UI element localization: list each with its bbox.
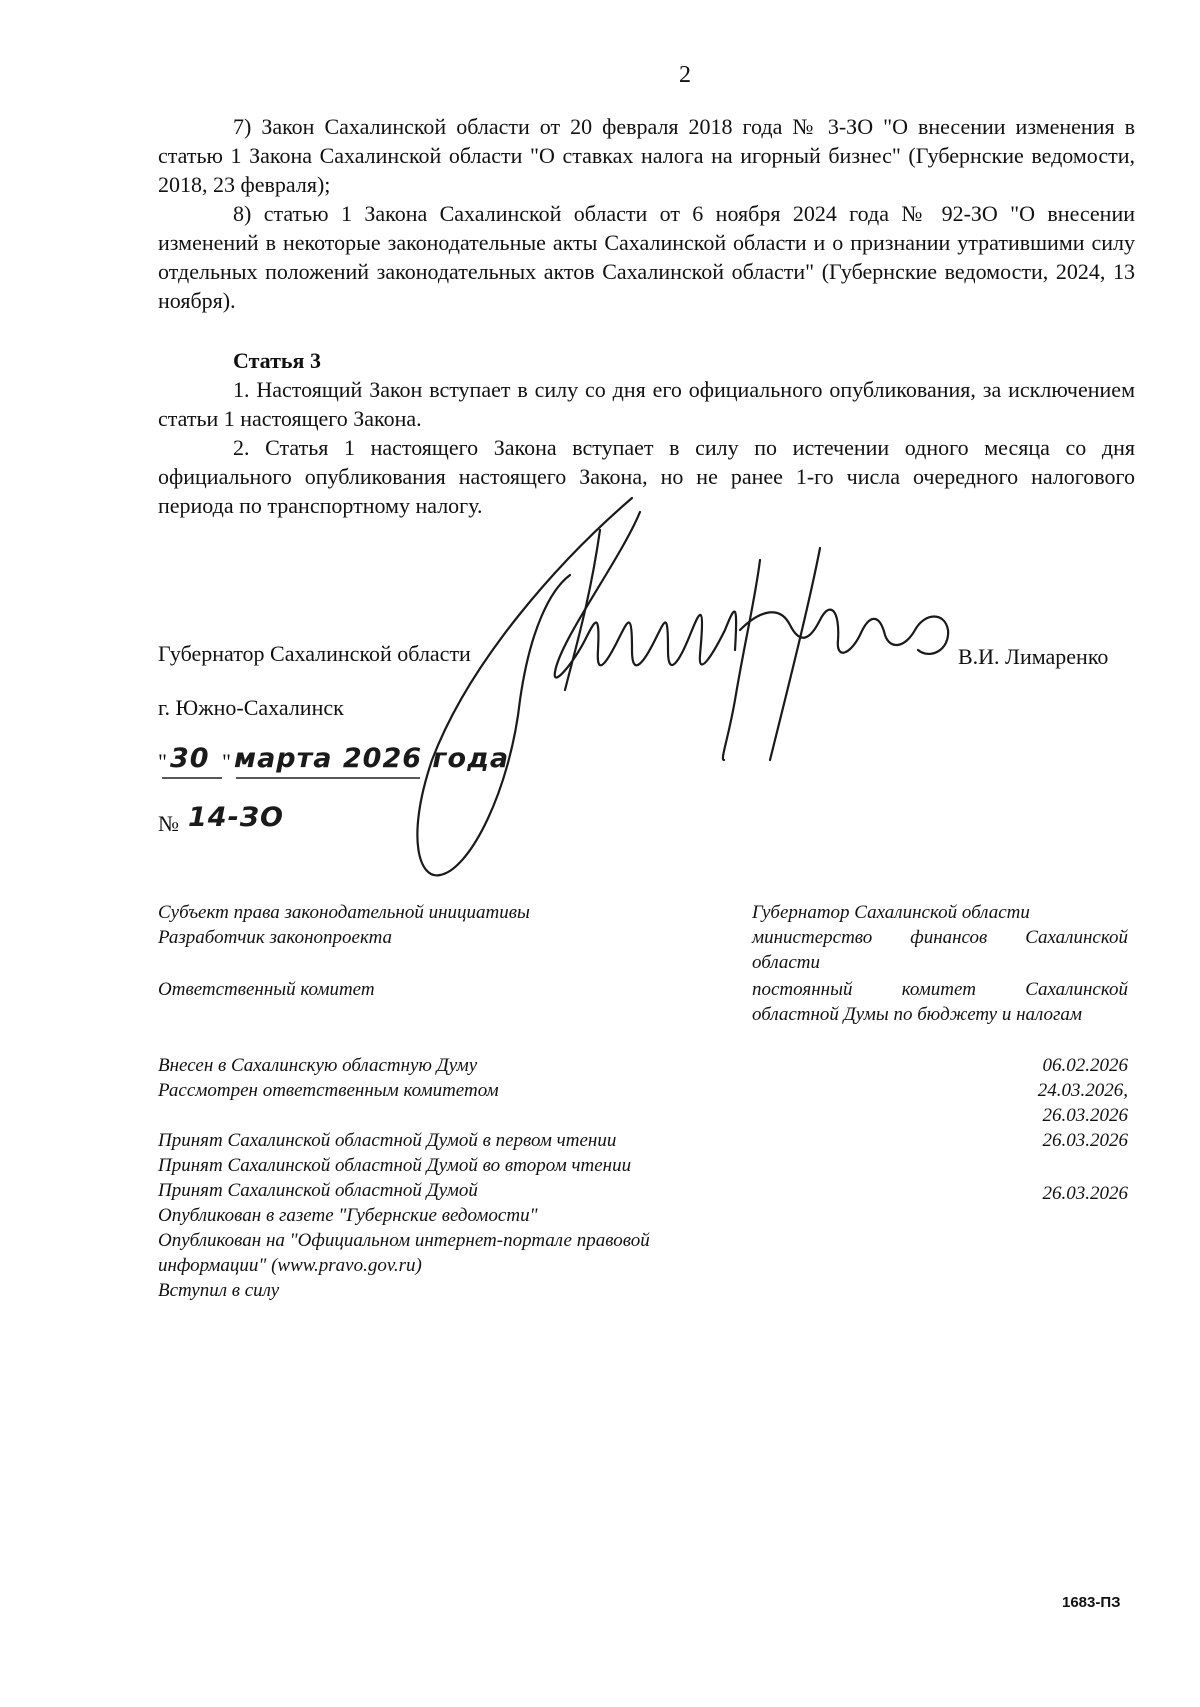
label-in-force: Вступил в силу [158, 1280, 280, 1301]
date-quote-close: " [222, 749, 231, 774]
article-item-2: 2. Статья 1 настоящего Закона вступает в силу по истечении одного месяца со дня официального опубликования настоящего Закона, но не ранее 1-го числа очередного налогового периода по транспортному налогу. [158, 435, 1135, 518]
label-published-gazette: Опубликован в газете "Губернские ведомости" [158, 1205, 538, 1226]
label-published-portal-2: информации" (www.pravo.gov.ru) [158, 1255, 422, 1276]
list-items-block [158, 112, 1135, 315]
article-title: Статья 3 [233, 348, 321, 373]
label-adopted: Принят Сахалинской областной Думой [158, 1180, 478, 1201]
date-day-handwritten: 30 [170, 743, 210, 774]
article-3 [158, 346, 1135, 520]
value-committee: постоянный комитет Сахалинской областной Думы по бюджету и налогам [752, 979, 1128, 1025]
list-item-8: 8) статью 1 Закона Сахалинской области от 6 ноября 2024 года № 92-ЗО "О внесении изменений в некоторые законодательные акты Сахалинской области и о признании утратившими силу отдельных положений законодательных актов Сахалинской области" (Губернские ведомости, 2024, 13 ноября). [158, 201, 1135, 313]
list-item-7: 7) Закон Сахалинской области от 20 февраля 2018 года № 3-ЗО "О внесении изменения в статью 1 Закона Сахалинской области "О ставках налога на игорный бизнес" (Губернские ведомости, 2018, 23 февраля); [158, 114, 1135, 197]
article-item-1: 1. Настоящий Закон вступает в силу со дня его официального опубликования, за исключением статьи 1 настоящего Закона. [158, 377, 1135, 431]
label-committee: Ответственный комитет [158, 979, 375, 1000]
number-label: № [158, 811, 179, 836]
city: г. Южно-Сахалинск [158, 695, 344, 720]
value-adopted: 26.03.2026 [1042, 1183, 1128, 1204]
label-second-reading: Принят Сахалинской областной Думой во втором чтении [158, 1155, 632, 1176]
date-quote-open: " [158, 749, 167, 774]
label-published-portal-1: Опубликован на "Официальном интернет-портале правовой [158, 1230, 650, 1251]
value-first-reading: 26.03.2026 [1042, 1130, 1128, 1151]
label-reviewed: Рассмотрен ответственным комитетом [158, 1080, 499, 1101]
value-developer: министерство финансов Сахалинской области [752, 927, 1128, 973]
label-subject: Субъект права законодательной инициативы [158, 902, 530, 923]
value-reviewed-2: 26.03.2026 [1042, 1105, 1128, 1126]
page-number: 2 [679, 62, 691, 88]
value-subject: Губернатор Сахалинской области [752, 902, 1030, 923]
date-month-year-handwritten: марта 2026 года [234, 743, 510, 774]
footer-code: 1683-ПЗ [1062, 1594, 1121, 1611]
signatory-name: В.И. Лимаренко [958, 644, 1109, 669]
signatory-position: Губернатор Сахалинской области [158, 641, 471, 666]
label-first-reading: Принят Сахалинской областной Думой в первом чтении [158, 1130, 617, 1151]
label-developer: Разработчик законопроекта [158, 927, 393, 948]
label-submitted: Внесен в Сахалинскую областную Думу [158, 1055, 478, 1076]
value-submitted: 06.02.2026 [1042, 1055, 1128, 1076]
law-number-handwritten: 14-ЗО [188, 802, 284, 833]
value-reviewed-1: 24.03.2026, [1037, 1080, 1128, 1101]
